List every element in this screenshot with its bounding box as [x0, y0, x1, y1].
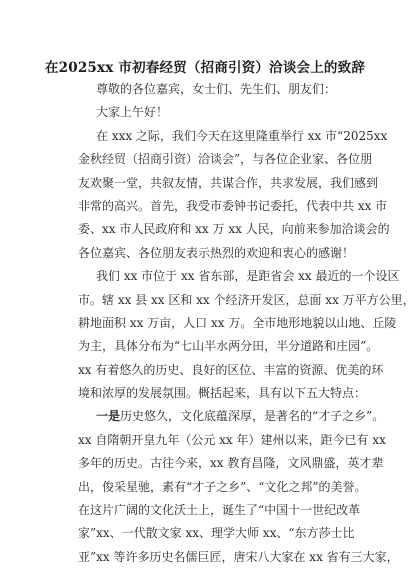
body-line: xx 有着悠久的历史、良好的区位、丰富的资源、优美的环	[78, 362, 384, 377]
body-line	[78, 405, 385, 428]
body-line: 大家上午好！	[96, 105, 169, 120]
body-line: 多年的历史。古往今来，xx 教育昌隆，文风鼎盛，英才辈	[78, 456, 384, 471]
body-line: 委、xx 市人民政府和 xx 万 xx 人民，向前来参加洽谈会的	[78, 222, 390, 237]
body-line: 友欢聚一堂，共叙友情，共谋合作，共求发展，我们感到	[78, 175, 379, 190]
body-line: 尊敬的各位嘉宾，女士们、先生们、朋友们：	[96, 82, 337, 96]
body-line: 金秋经贸（招商引资）洽谈会”，与各位企业家、各位朋	[78, 152, 373, 167]
body-line: 亚”xx 等许多历史名儒巨匠，唐宋八大家在 xx 省有三大家，	[78, 549, 399, 564]
body-line: 在这片广阔的文化沃土上，诞生了“中国十一世纪改革	[78, 503, 361, 518]
body-line: 各位嘉宾、各位朋友表示热烈的欢迎和衷心的感谢！	[78, 245, 355, 260]
body-line: 市。辖 xx 县 xx 区和 xx 个经济开发区，总面 xx 万平方公里，	[78, 292, 415, 307]
body-line: 耕地面积 xx 万亩，人口 xx 万。全市地形地貌以山地、丘陵	[78, 315, 397, 330]
body-line: 为主，具体分布为“七山半水两分田，半分道路和庄园”。	[78, 339, 379, 354]
body-line: 境和浓厚的发展氛围。概括起来，具有以下五大特点：	[78, 386, 367, 401]
body-line: xx 自隋朝开皇九年（公元 xx 年）建州以来，距今已有 xx	[78, 432, 386, 447]
body-line: 非常的高兴。首先，我受市委钟书记委托，代表中共 xx 市	[78, 198, 388, 213]
body-line: 出，俊采星驰，素有“才子之乡”、“文化之邦”的美誉。	[78, 479, 367, 494]
line-text: 历史悠久，文化底蕴深厚，是著名的“才子之乡”。	[120, 409, 385, 424]
bold-prefix: 一是	[96, 409, 121, 424]
body-line: 家”xx、一代散文家 xx、理学大师 xx、“东方莎士比	[78, 526, 355, 541]
document-body	[78, 78, 415, 569]
body-line: 我们 xx 市位于 xx 省东部，是距省会 xx 最近的一个设区	[96, 269, 400, 284]
body-line: 在 xxx 之际，我们今天在这里隆重举行 xx 市“2025xx	[96, 128, 388, 143]
document-title: 在2025xx 市初春经贸（招商引资）洽谈会上的致辞	[44, 60, 366, 76]
